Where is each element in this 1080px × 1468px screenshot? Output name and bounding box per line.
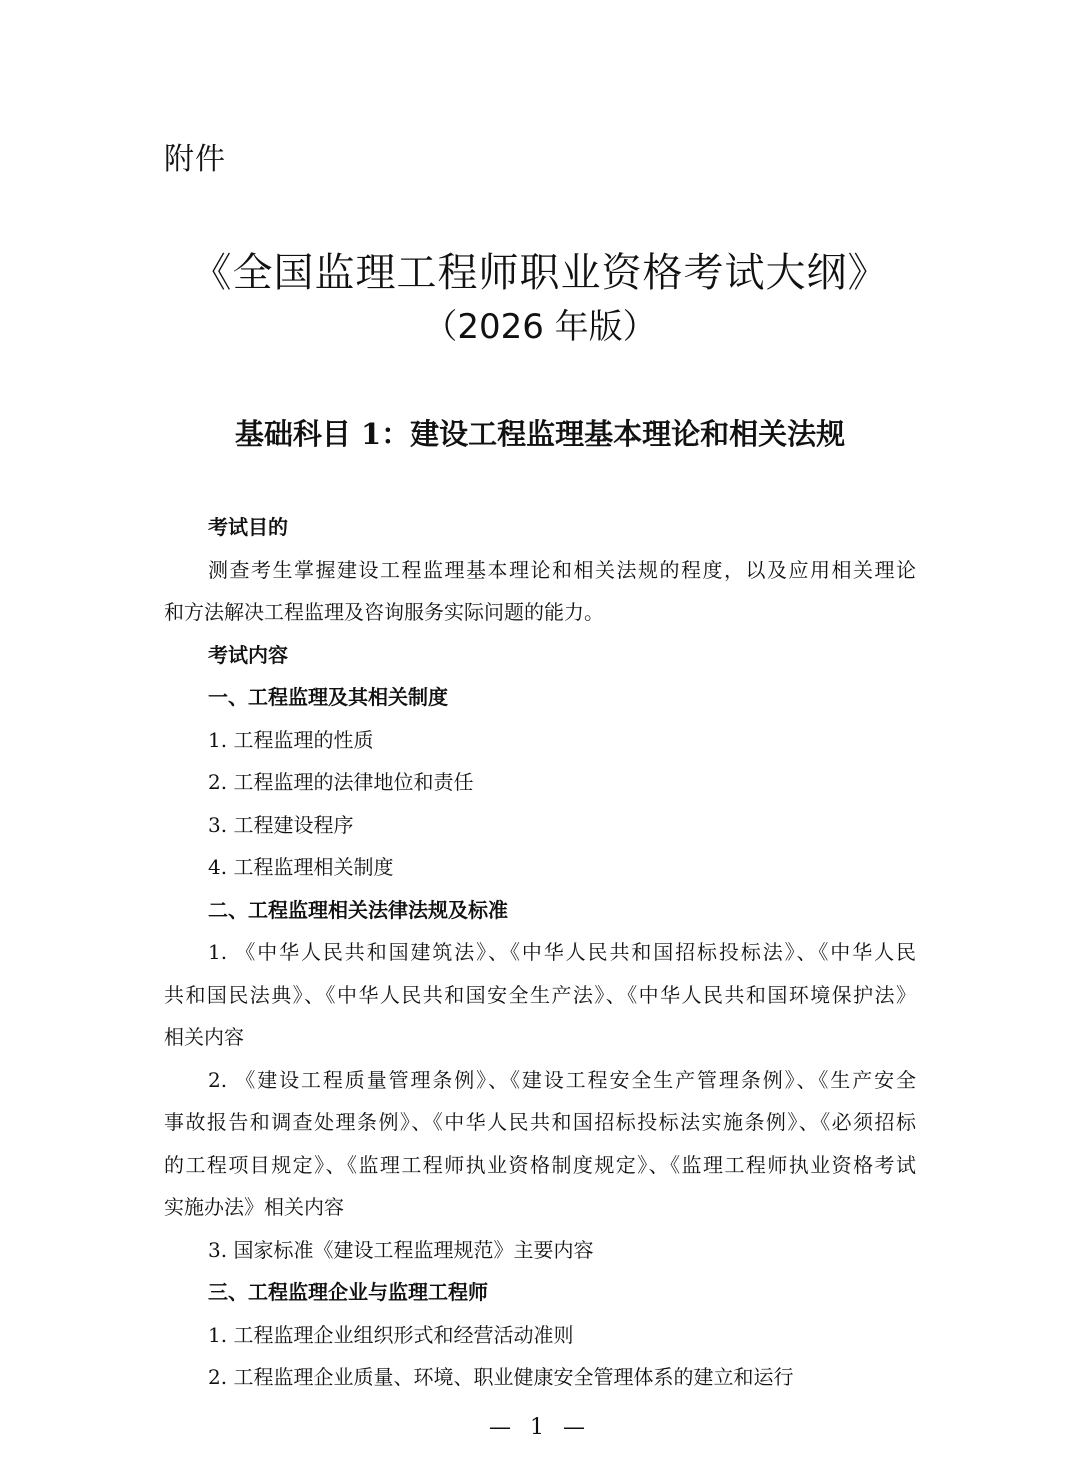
list-item-line: 事故报告和调查处理条例》、《中华人民共和国招标投标法实施条例》、《必须招标 (164, 1110, 916, 1134)
list-item: 3. 国家标准《建设工程监理规范》主要内容 (208, 1237, 594, 1262)
list-item: 4. 工程监理相关制度 (208, 855, 394, 879)
list-item: 1. 工程监理的性质 (208, 727, 374, 752)
content-heading: 考试内容 (208, 642, 288, 667)
list-item: 3. 工程建设程序 (208, 812, 354, 837)
list-item-line: 2. 《建设工程质量管理条例》、《建设工程安全生产管理条例》、《生产安全 (208, 1067, 916, 1092)
purpose-text-line: 和方法解决工程监理及咨询服务实际问题的能力。 (164, 600, 604, 624)
page-number: — 1 — (489, 1415, 591, 1440)
list-item-line: 实施办法》相关内容 (164, 1195, 344, 1219)
part2-heading: 二、工程监理相关法律法规及标准 (208, 897, 508, 922)
purpose-heading: 考试目的 (208, 515, 288, 539)
part1-heading: 一、工程监理及其相关制度 (208, 685, 448, 709)
list-item-line: 相关内容 (164, 1025, 244, 1049)
attachment-label: 附件 (164, 142, 226, 177)
document-title: 《全国监理工程师职业资格考试大纲》 (191, 250, 889, 296)
list-item: 2. 工程监理的法律地位和责任 (208, 770, 474, 794)
edition-label: （2026 年版） (423, 307, 657, 347)
list-item-line: 1. 《中华人民共和国建筑法》、《中华人民共和国招标投标法》、《中华人民 (208, 940, 916, 964)
document-body (164, 506, 916, 1399)
subject-title: 基础科目 1：建设工程监理基本理论和相关法规 (234, 417, 846, 451)
part3-heading: 三、工程监理企业与监理工程师 (208, 1280, 488, 1304)
list-item: 2. 工程监理企业质量、环境、职业健康安全管理体系的建立和运行 (208, 1365, 794, 1389)
purpose-text-line: 测查考生掌握建设工程监理基本理论和相关法规的程度，以及应用相关理论 (208, 557, 916, 582)
list-item-line: 的工程项目规定》、《监理工程师执业资格制度规定》、《监理工程师执业资格考试 (164, 1152, 916, 1177)
list-item: 1. 工程监理企业组织形式和经营活动准则 (208, 1322, 574, 1347)
list-item-line: 共和国民法典》、《中华人民共和国安全生产法》、《中华人民共和国环境保护法》 (164, 982, 916, 1007)
